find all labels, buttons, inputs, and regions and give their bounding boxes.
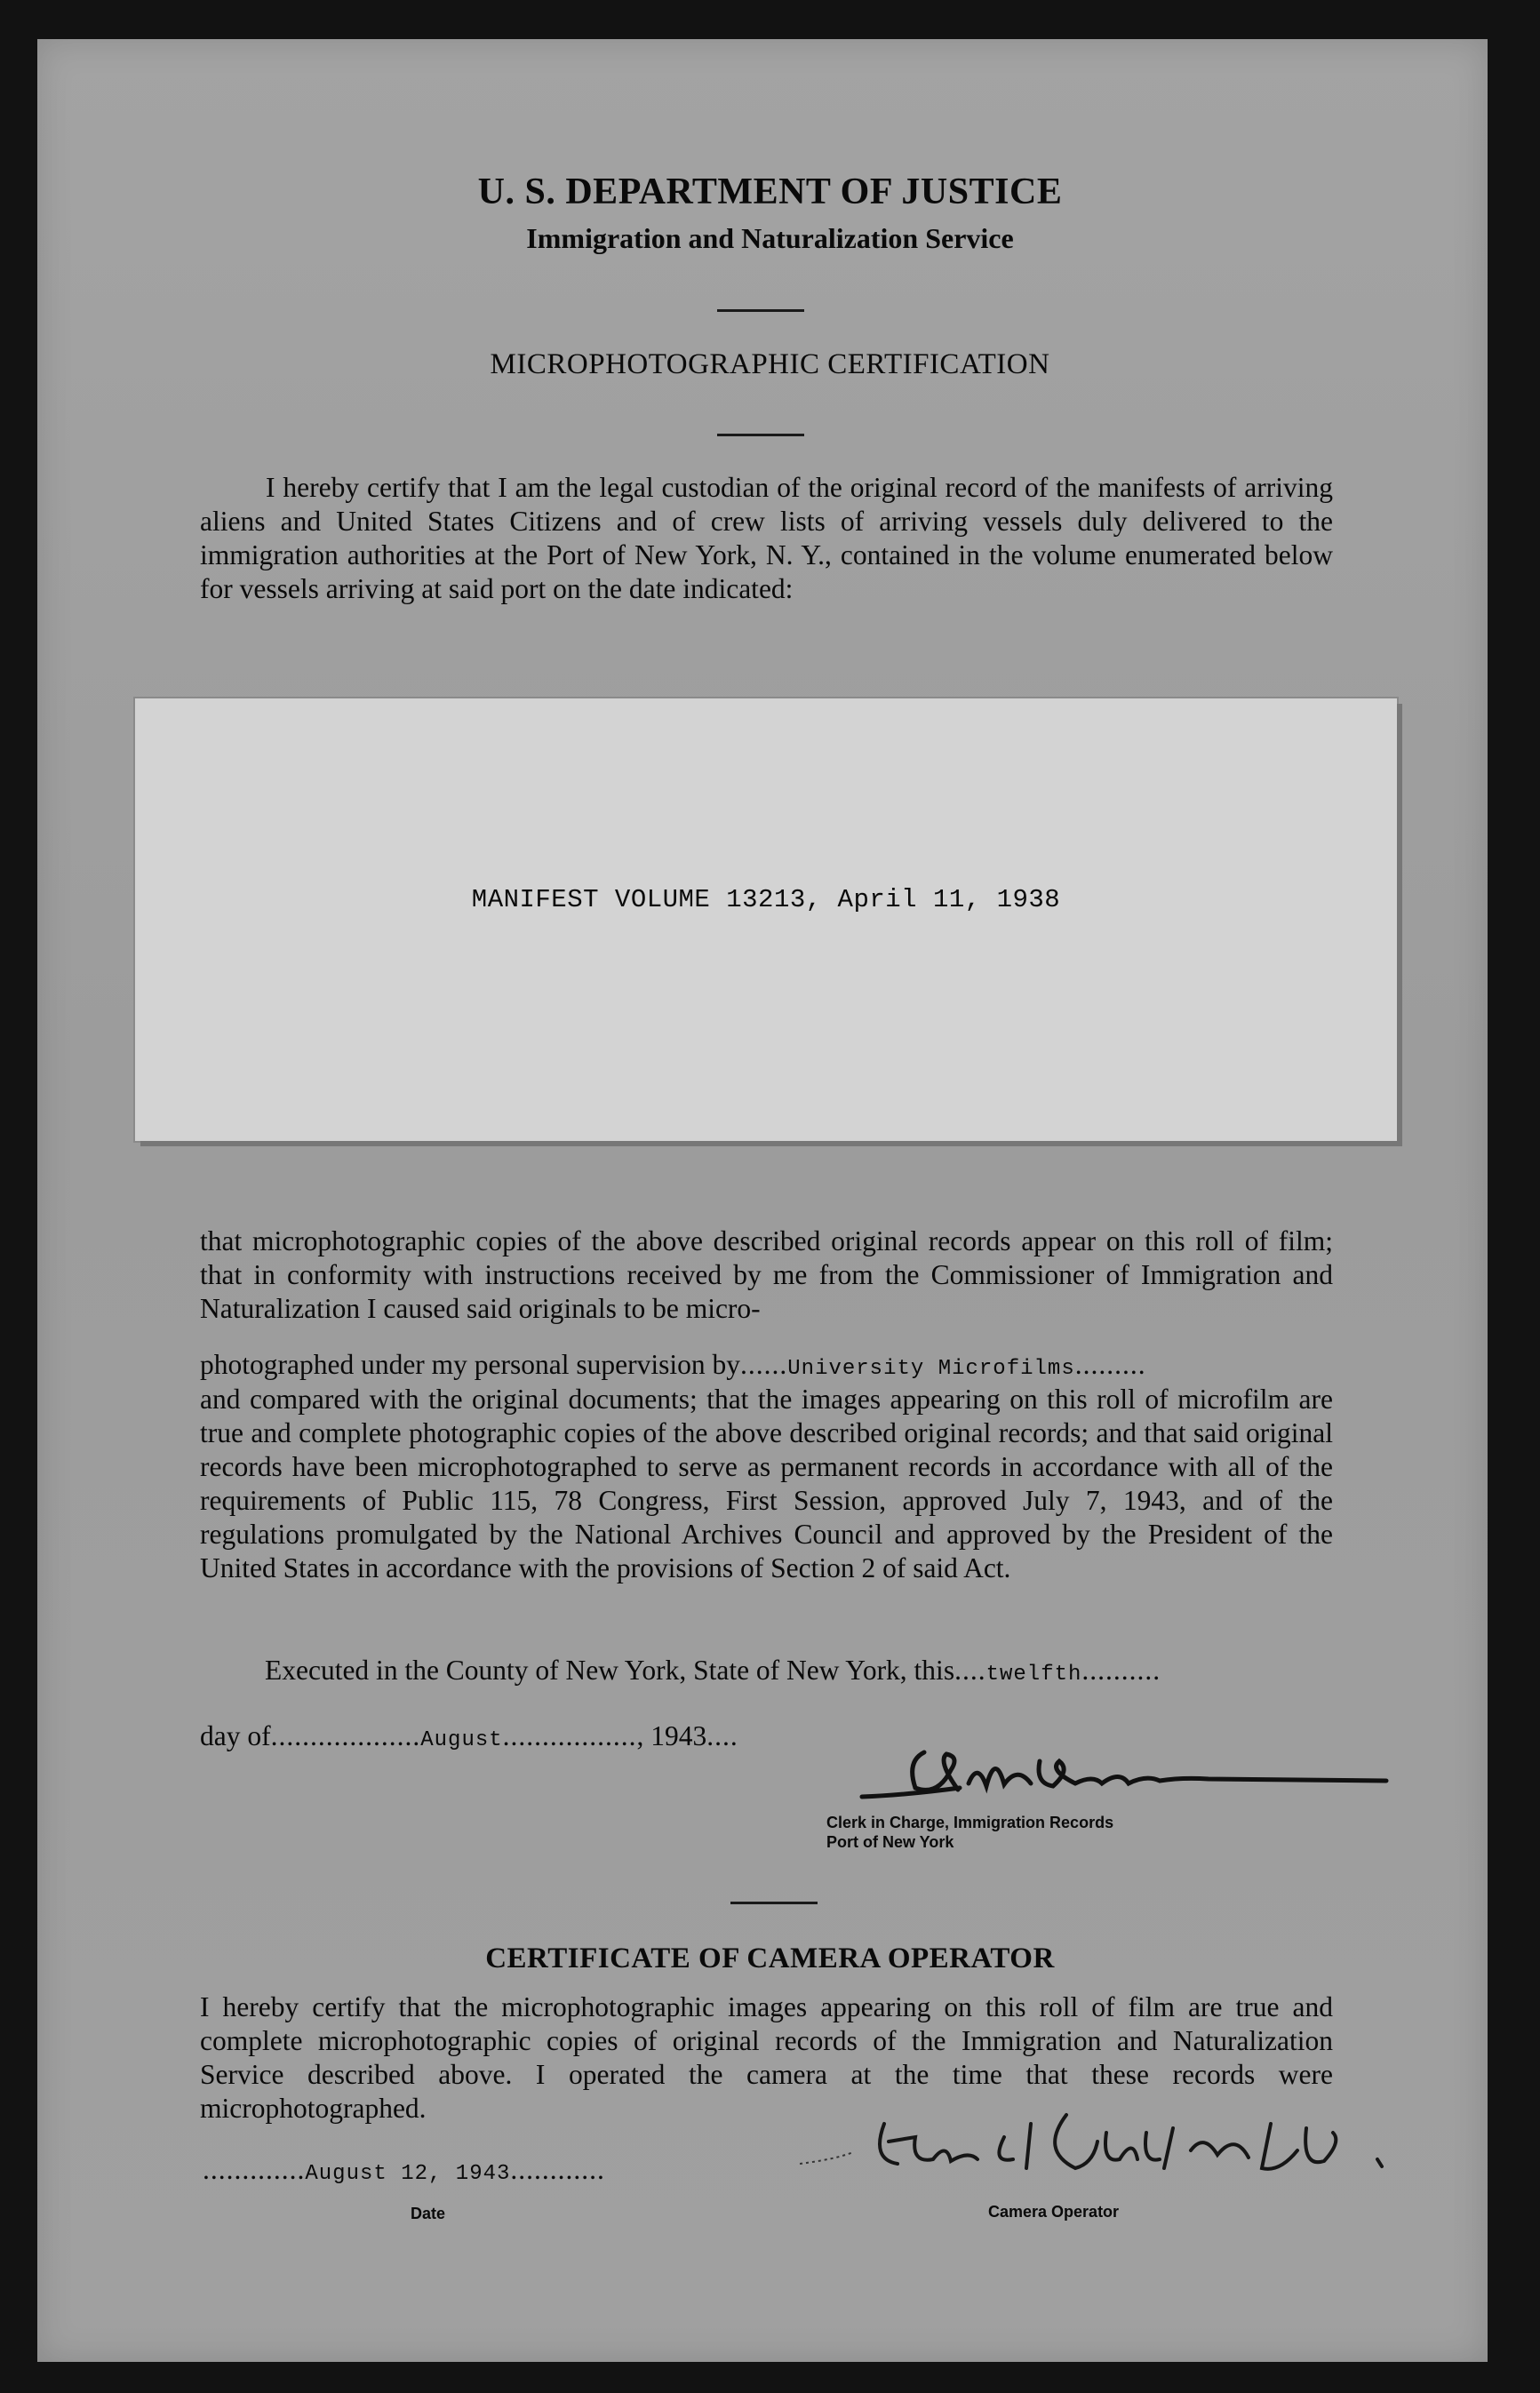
clerk-title-line-1: Clerk in Charge, Immigration Records (826, 1814, 1114, 1831)
camera-operator-text: I hereby certify that the microphotographic images appearing on this roll of film are true and complete microphotographic copies of original records of the Immigration and Naturalization Service described above. I operated the camera at the time that these records were microphotographed. (200, 1991, 1333, 2124)
body-text-1: that microphotographic copies of the above described original records appear on this roll of film; that in conformity with instructions received by me from the Commissioner of Immigration and Naturalization I caused said originals to be micro- (200, 1225, 1333, 1324)
body-paragraph-1 (200, 1224, 1333, 1326)
date-label: Date (411, 2205, 446, 2222)
manifest-volume-text: MANIFEST VOLUME 13213, April 11, 1938 (471, 885, 1061, 914)
month-value: August (420, 1728, 503, 1752)
body-text-2: and compared with the original documents; that the images appearing on this roll of microfilm are true and complete photographic copies of the above described original records; and that said original records have been microphotographed to serve as permanent records in accordance with all of the requirements of Public 115, 78 Congress, First Session, approved July 7, 1943, and of the regulations promulgated by the National Archives Council and approved by the President of the United States in accordance with the provisions of Section 2 of said Act. (200, 1384, 1333, 1583)
intro-text: I hereby certify that I am the legal custodian of the original record of the manifests of arriving aliens and United States Citizens and of crew lists of arriving vessels duly delivered to the immigration authorities at the Port of New York, N. Y., contained in the volume enumerated below for vessels arriving at said port on the date indicated: (200, 472, 1333, 604)
camera-operator-label: Camera Operator (988, 2203, 1120, 2221)
camera-operator-signature (800, 2097, 1440, 2204)
supervision-line: photographed under my personal supervision by......University Microfilms......... (200, 1349, 1146, 1381)
document-title: U. S. DEPARTMENT OF JUSTICE (477, 171, 1063, 212)
filmed-by-value: University Microfilms (787, 1357, 1075, 1381)
divider (717, 309, 804, 312)
camera-operator-title: CERTIFICATE OF CAMERA OPERATOR (485, 1942, 1055, 1974)
clerk-title-line-2: Port of New York (826, 1833, 954, 1851)
manifest-insert-card (135, 698, 1397, 1141)
date-value: August 12, 1943 (305, 2162, 511, 2186)
operator-date-line: .............August 12, 1943............ (203, 2154, 605, 2186)
body-paragraph-2 (200, 1383, 1333, 1585)
day-of-line: day of...................August................., 1943.... (200, 1720, 738, 1752)
day-value: twelfth (985, 1663, 1082, 1687)
intro-paragraph (200, 471, 1333, 606)
supervision-label: photographed under my personal supervision by (200, 1349, 741, 1380)
certification-title: MICROPHOTOGRAPHIC CERTIFICATION (490, 348, 1050, 380)
divider (717, 434, 804, 436)
day-of-label: day of (200, 1720, 271, 1751)
executed-label: Executed in the County of New York, State of New York, this (265, 1655, 955, 1686)
year-value: , 1943 (636, 1720, 707, 1751)
executed-line: Executed in the County of New York, State of New York, this....twelfth.......... (265, 1655, 1161, 1687)
clerk-signature (853, 1735, 1404, 1815)
divider (730, 1902, 818, 1904)
document-subtitle: Immigration and Naturalization Service (526, 222, 1014, 254)
clerk-title (826, 1813, 1113, 1852)
